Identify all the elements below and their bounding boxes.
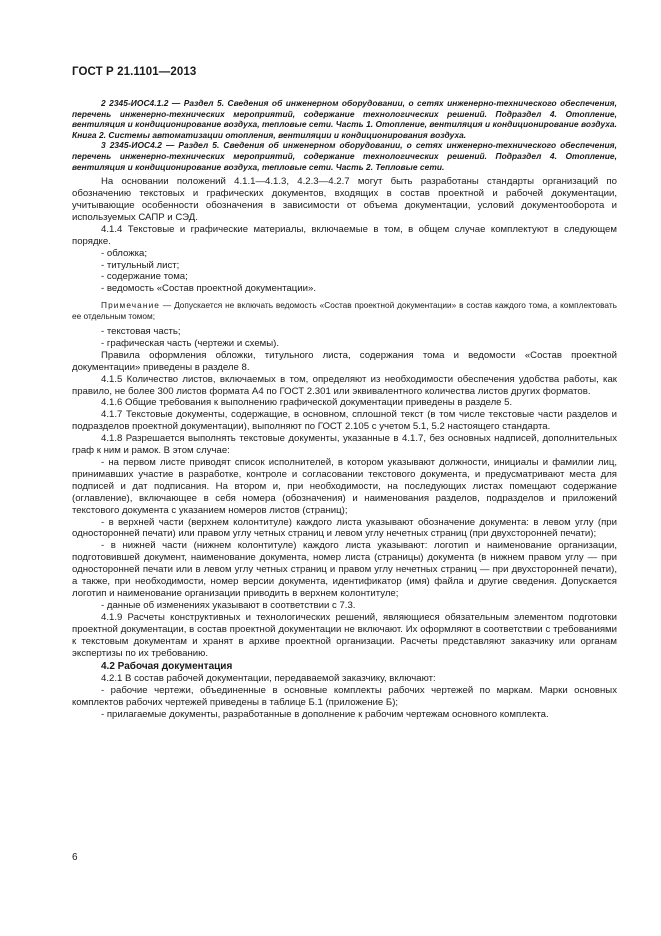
paragraph-intro: На основании положений 4.1.1—4.1.3, 4.2.3—4.2.7 могут быть разработаны стандарты организаций по обозначению текстовых и графических документов, входящих в состав проектной и рабочей документации, учитывающие особенности обозначения в зависимости от объема документации, условий документооборота и используемых САПР и СЭД. xyxy=(72,176,617,223)
list-item: - в верхней части (верхнем колонтитуле) каждого листа указывают обозначение документа: в левом углу (при односторонней печати) или правом углу четных страниц и левом углу нечетных страниц (при двухсторонней печати); xyxy=(72,516,617,540)
page-number: 6 xyxy=(72,852,78,863)
list-item: - в нижней части (нижнем колонтитуле) каждого листа указывают: логотип и наименование организации, подготовившей документ, наименование документа, номер листа (страницы) документа (в нижнем правом углу — при односторонней печати или в левом углу четных страниц и правом углу нечетных страниц — при двухсторонней печати), а также, при необходимости, номер версии документа, идентификатор (имя) файла и другие сведения. Допускается логотип и наименование организации приводить в верхнем колонтитуле; xyxy=(72,540,617,599)
example-3: 3 2345-ИОС4.2 — Раздел 5. Сведения об инженерном оборудовании, о сетях инженерно-технического обеспечения, перечень инженерно-технических мероприятий, содержание технологических решений. Подраздел 4. Отопление, вентиляция и кондиционирование воздуха, тепловые сети. Часть 2. Тепловые сети. xyxy=(72,140,617,172)
note xyxy=(72,300,617,321)
list-item: - титульный лист; xyxy=(101,259,180,271)
paragraph-4-1-8: 4.1.8 Разрешается выполнять текстовые документы, указанные в 4.1.7, без основных надписей, дополнительных граф к ним и рамок. В этом случае: xyxy=(72,433,617,457)
paragraph-4-1-9: 4.1.9 Расчеты конструктивных и технологических решений, являющиеся обязательным элементом подготовки проектной документации, в состав проектной документации не включают. Их оформляют в соответствии с требованиями к текстовым документам и хранят в архиве проектной организации. Расчеты представляют заказчику или органам экспертизы по их требованию. xyxy=(72,611,617,659)
paragraph-rules: Правила оформления обложки, титульного листа, содержания тома и ведомости «Состав проектной документации» приведены в разделе 8. xyxy=(72,349,617,373)
example-2: 2 2345-ИОС4.1.2 — Раздел 5. Сведения об инженерном оборудовании, о сетях инженерно-технического обеспечения, перечень инженерно-технических мероприятий, содержание технологических решений. Подраздел 4. Отопление, вентиляция и кондиционирование воздуха, тепловые сети. Часть 1. Отопление, вентиляция и кондиционирование воздуха. Книга 2. Системы автоматизации отопления, вентиляции и кондиционирования воздуха. xyxy=(72,98,617,140)
list-item: - ведомость «Состав проектной документации». xyxy=(101,283,317,295)
list-item: - содержание тома; xyxy=(101,271,188,283)
note-text: — Допускается не включать ведомость «Состав проектной документации» в состав каждого тома, а комплектовать ее отдельным томом; xyxy=(72,300,617,321)
list-item: - данные об изменениях указывают в соответствии с 7.3. xyxy=(101,599,356,611)
paragraph-4-1-7: 4.1.7 Текстовые документы, содержащие, в основном, сплошной текст (в том числе текстовые части разделов и подразделов проектной документации), выполняют по ГОСТ 2.105 с учетом 5.1, 5.2 настоящего стандарта. xyxy=(72,409,617,433)
section-heading-4-2: 4.2 Рабочая документация xyxy=(101,661,233,673)
list-item: - текстовая часть; xyxy=(101,326,181,338)
paragraph-4-1-4: 4.1.4 Текстовые и графические материалы, включаемые в том, в общем случае комплектуют в следующем порядке. xyxy=(72,223,617,247)
note-label: Примечание xyxy=(101,300,161,311)
paragraph-4-2-1: 4.2.1 В состав рабочей документации, передаваемой заказчику, включают: xyxy=(101,673,436,685)
paragraph-4-1-6: 4.1.6 Общие требования к выполнению графической документации приведены в разделе 5. xyxy=(101,397,513,409)
list-item: - на первом листе приводят список исполнителей, в котором указывают должности, инициалы и фамилии лиц, принимавших участие в разработке, контроле и согласовании текстового документа, и предусматривают места для подписей и дат подписания. На втором и, при необходимости, на последующих листах помещают содержание (оглавление), включающее в себя номера (обозначения) и наименования разделов, подразделов и приложений текстового документа с указанием номеров листов (страниц); xyxy=(72,457,617,516)
list-item: - обложка; xyxy=(101,247,148,259)
page-header-standard-code: ГОСТ Р 21.1101—2013 xyxy=(72,66,197,78)
list-item: - прилагаемые документы, разработанные в дополнение к рабочим чертежам основного комплекта. xyxy=(101,709,549,721)
page-content xyxy=(72,98,617,721)
list-item: - рабочие чертежи, объединенные в основные комплекты рабочих чертежей по маркам. Марки основных комплектов рабочих чертежей приведены в таблице Б.1 (приложение Б); xyxy=(72,685,617,709)
list-item: - графическая часть (чертежи и схемы). xyxy=(101,337,280,349)
paragraph-4-1-5: 4.1.5 Количество листов, включаемых в том, определяют из необходимости обеспечения удобства работы, как правило, не более 300 листов формата А4 по ГОСТ 2.301 или эквивалентного количества листов других форматов. xyxy=(72,373,617,397)
